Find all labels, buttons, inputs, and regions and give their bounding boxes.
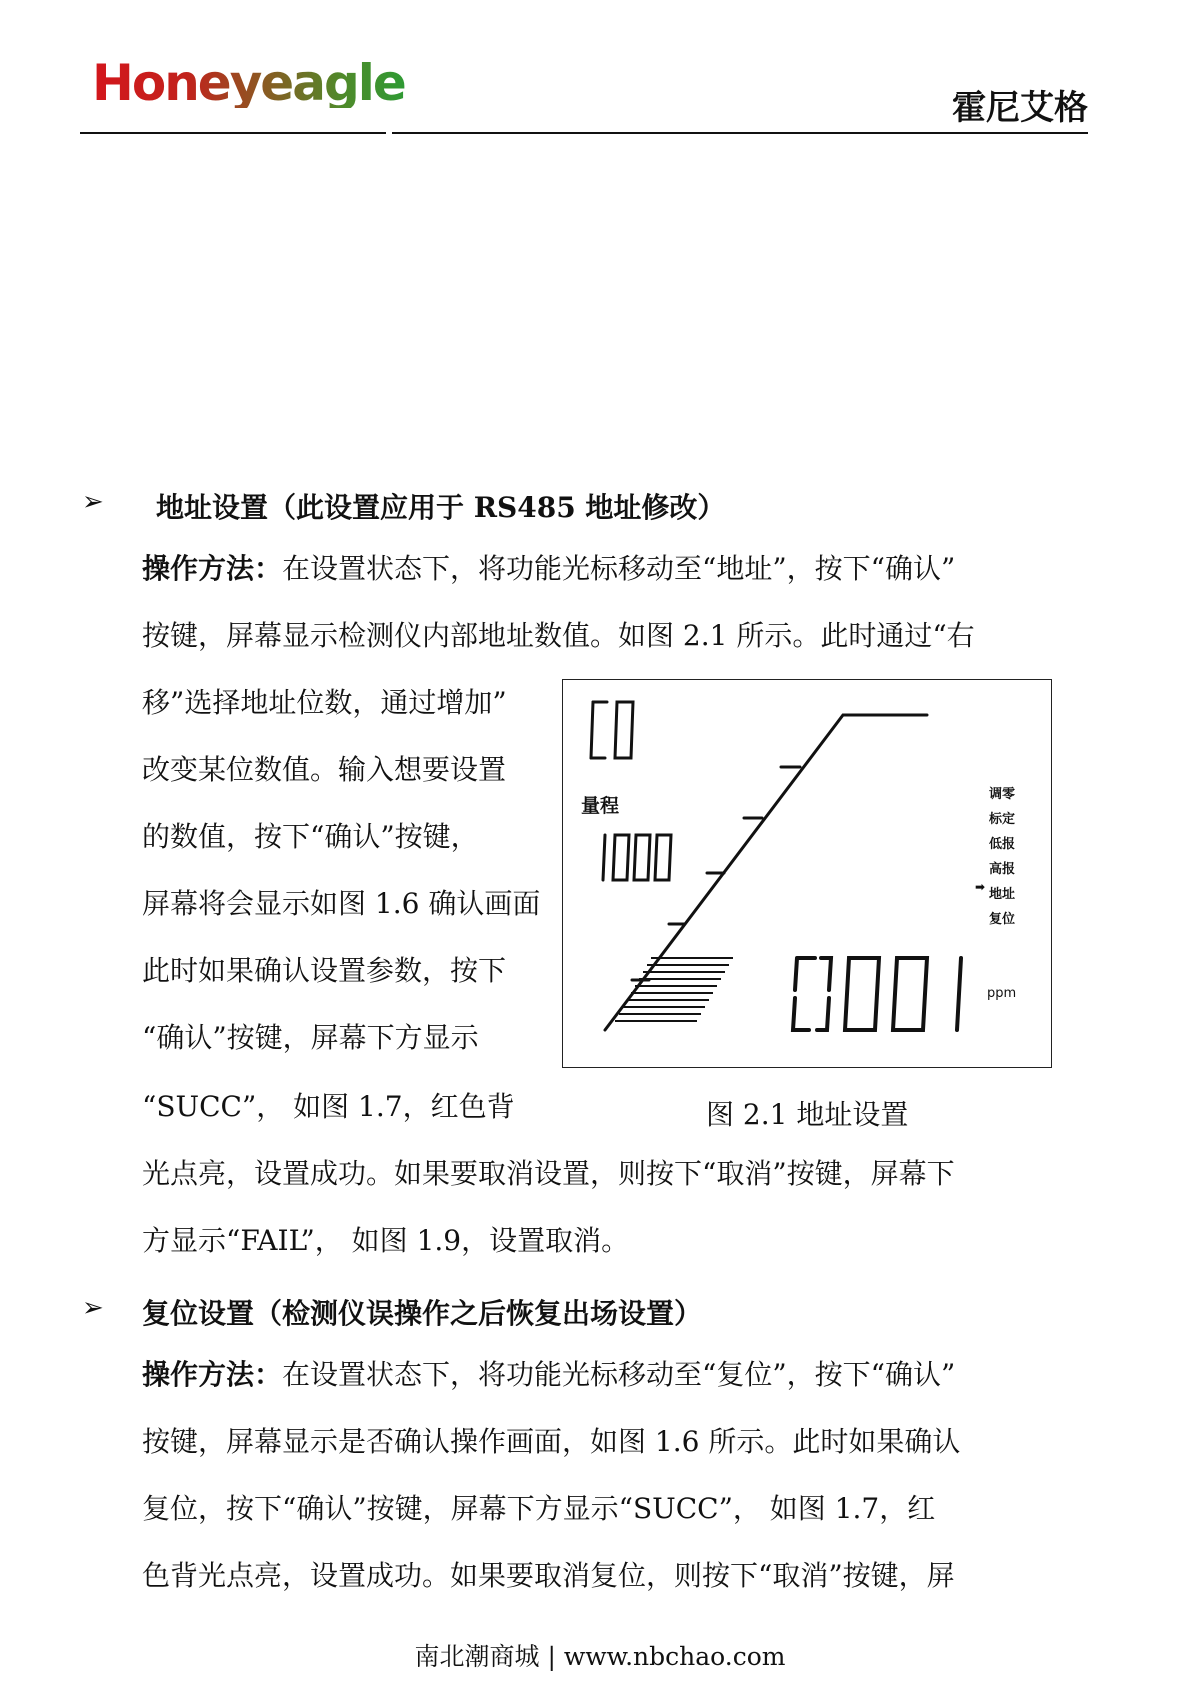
lcd-range-digits	[603, 835, 671, 880]
paragraph-line: 改变某位数值。输入想要设置	[142, 753, 507, 786]
lcd-menu-item-selected: 地址	[989, 887, 1016, 902]
paragraph-line: 色背光点亮，设置成功。如果要取消复位，则按下“取消”按键，屏	[142, 1559, 955, 1592]
method-label: 操作方法：	[142, 552, 283, 585]
paragraph-line: 复位，按下“确认”按键，屏幕下方显示“SUCC”， 如图 1.7，红	[142, 1492, 936, 1525]
paragraph-line: “SUCC”， 如图 1.7，红色背	[142, 1090, 515, 1123]
header-divider-gap	[386, 132, 392, 134]
line-text: 在设置状态下，将功能光标移动至“复位”，按下“确认”	[282, 1358, 956, 1391]
lcd-menu-item: 高报	[989, 862, 1016, 877]
paragraph-line	[142, 552, 956, 585]
lcd-menu-item: 低报	[989, 837, 1016, 852]
lcd-menu-item: 复位	[989, 912, 1016, 927]
header-divider	[80, 132, 1088, 134]
brand-name-cn: 霍尼艾格	[952, 88, 1088, 128]
method-label: 操作方法：	[142, 1358, 283, 1391]
brand-logo: Honeyeagle	[92, 54, 405, 112]
line-text: 在设置状态下，将功能光标移动至“地址”，按下“确认”	[282, 552, 956, 585]
lcd-figure	[562, 679, 1052, 1068]
footer-text: 南北潮商城 | www.nbchao.com	[414, 1642, 786, 1671]
lcd-drawing	[563, 680, 1053, 1069]
lcd-main-digits	[793, 958, 961, 1030]
paragraph-line: 屏幕将会显示如图 1.6 确认画面	[142, 887, 541, 920]
paragraph-line	[142, 1358, 956, 1391]
paragraph-line: 的数值，按下“确认”按键，	[142, 820, 479, 853]
lcd-menu-item: 调零	[989, 787, 1016, 802]
arrow-right-icon: ➡	[975, 880, 986, 894]
bullet-icon: ➢	[82, 487, 104, 517]
paragraph-line: 光点亮，设置成功。如果要取消设置，则按下“取消”按键，屏幕下	[142, 1157, 955, 1190]
paragraph-line: 此时如果确认设置参数，按下	[142, 954, 507, 987]
figure-caption: 图 2.1 地址设置	[706, 1098, 909, 1131]
lcd-unit: ppm	[987, 986, 1017, 1001]
section-title-address: 地址设置（此设置应用于 RS485 地址修改）	[156, 491, 726, 524]
section-title-reset: 复位设置（检测仪误操作之后恢复出场设置）	[142, 1297, 703, 1330]
paragraph-line: “确认”按键，屏幕下方显示	[142, 1021, 479, 1054]
paragraph-line: 移”选择地址位数，通过增加”	[142, 686, 507, 719]
paragraph-line: 方显示“FAIL”， 如图 1.9，设置取消。	[142, 1224, 630, 1257]
lcd-range-label: 量程	[581, 795, 620, 817]
lcd-top-digits	[591, 702, 633, 758]
lcd-level-bars	[615, 958, 733, 1021]
paragraph-line: 按键，屏幕显示检测仪内部地址数值。如图 2.1 所示。此时通过“右	[142, 619, 975, 652]
bullet-icon: ➢	[82, 1293, 104, 1323]
lcd-menu-item: 标定	[989, 812, 1016, 827]
paragraph-line: 按键，屏幕显示是否确认操作画面，如图 1.6 所示。此时如果确认	[142, 1425, 961, 1458]
